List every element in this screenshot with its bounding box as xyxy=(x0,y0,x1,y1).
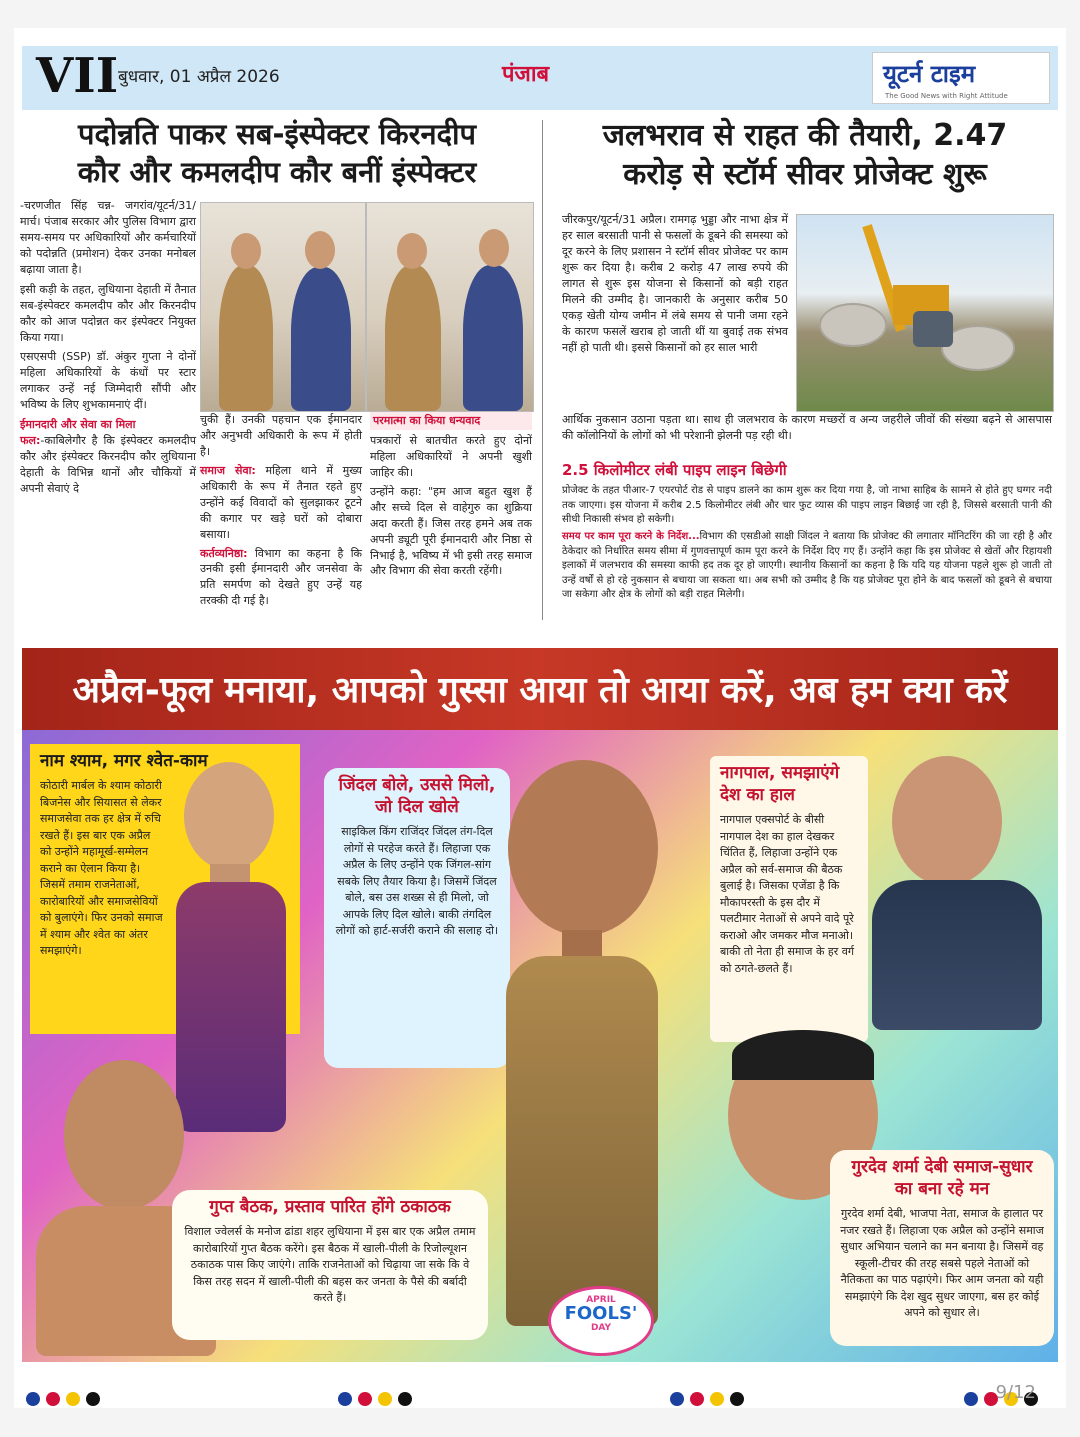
column-divider xyxy=(542,120,543,620)
caricature-neck xyxy=(210,864,250,884)
yellow-dot xyxy=(378,1392,392,1406)
story1-col3-subhead: परमात्मा का किया धन्यवाद xyxy=(370,412,532,430)
card-title: जिंदल बोले, उससे मिलो, जो दिल खोले xyxy=(338,775,496,818)
card-body: विशाल ज्वेलर्स के मनोज ढांडा शहर लुधियाना में इस बार एक अप्रैल तमाम कारोबारियों गुप्त बैठक करेंगे। इस बैठक में खाली-पीली के रिजोल्यूशन ठकाठक पास किए जाएंगे। ताकि राजनेताओं को चिढ़ाया जा सके कि वे किस तरह सदन में खाली-पीली की बहस कर जनता के पैसे की बर्बादी करते हैं। xyxy=(184,1225,476,1305)
badge-line1: APRIL xyxy=(586,1295,616,1305)
story2-subhead1: 2.5 किलोमीटर लंबी पाइप लाइन बिछेगी xyxy=(562,461,787,479)
story2-headline xyxy=(550,116,1060,194)
story1-col1-lead: फल: xyxy=(20,434,41,448)
blue-dot xyxy=(338,1392,352,1406)
story1-col1-p3: एसएसपी (SSP) डॉ. अंकुर गुप्ता ने दोनों महिला अधिकारियों के कंधों पर स्टार लगाकर उन्हें नई जिम्मेदारी सौंपी और भविष्य के लिए शुभकामनाएं दीं। xyxy=(20,350,196,412)
logo xyxy=(872,52,1050,104)
caricature-head xyxy=(892,756,1002,886)
card-body: साइकिल किंग राजिंदर जिंदल तंग-दिल लोगों से परहेज करते हैं। लिहाजा एक अप्रैल के लिए उन्होंने एक जिंगल-सांग सबके लिए तैयार किया है। जिसमें जिंदल बोले, बस उस शख्स से ही मिलो, जो आपके लिए दिल खोले। बाकी तंगदिल लोगों को हार्ट-सर्जरी कराने की सलाह दो। xyxy=(335,825,499,938)
story2-headline-line1: जलभराव से राहत की तैयारी, 2.47 xyxy=(602,118,1008,153)
story1-col2-p1: चुकी हैं। उनकी पहचान एक ईमानदार और अनुभवी अधिकारी के रूप में होती है। xyxy=(200,413,362,458)
ssp-head xyxy=(305,231,335,269)
story1-col2-subhead1: समाज सेवा: xyxy=(200,463,256,477)
caricature-rajinder-jindal xyxy=(488,760,688,1360)
story1-col3-p1: पत्रकारों से बातचीत करते हुए दोनों महिला अधिकारियों ने अपनी खुशी जाहिर की। xyxy=(370,433,532,479)
ssp-head xyxy=(479,229,509,267)
story2-p3-block xyxy=(562,530,1052,603)
yellow-dot xyxy=(66,1392,80,1406)
caricature-bc-nagpal xyxy=(862,750,1052,1050)
story1-col1-p2: इसी कड़ी के तहत, लुधियाना देहाती में तैनात सब-इंस्पेक्टर कमलदीप कौर और किरनदीप कौर को आज पदोन्नत कर इंस्पेक्टर नियुक्त किया गया। xyxy=(20,282,196,344)
story1-col2 xyxy=(200,412,362,609)
caricature-shawl xyxy=(506,956,658,1326)
footer-dots-center-right xyxy=(670,1392,744,1406)
story2-p1: जीरकपुर/यूटर्न/31 अप्रैल। रामगढ़ भुड्डा और नाभा क्षेत्र में हर साल बरसाती पानी से फसलों के डूबने की समस्या को दूर करने के लिए प्रशासन ने स्टॉर्म सीवर प्रोजेक्ट पर काम शुरू कर दिया है। करीब 2 करोड़ 47 लाख रुपये की लागत से शुरू इस योजना से किसानों को बड़ी राहत मिलने की उम्मीद है। जानकारी के अनुसार करीब 50 एकड़ खेती योग्य जमीन में लंबे समय से पानी जमा रहने के कारण फसलें खराब हो जाती थीं या बुवाई तक संभव नहीं हो पाती थी। इससे किसानों को हर साल भारी xyxy=(562,213,788,354)
newspaper-page xyxy=(14,28,1066,1408)
section-name: पंजाब xyxy=(502,62,550,87)
promotion-photo-1 xyxy=(200,202,366,412)
card-body: नागपाल एक्सपोर्ट के बीसी नागपाल देश का हाल देखकर चिंतित हैं, लिहाजा उन्होंने एक अप्रैल को सर्व-समाज की बैठक बुलाई है। जिसका एजेंडा है कि मौकापरस्ती के इस दौर में पलटीमार नेताओं से अपने वादे पूरे कराओ और जमकर मौज मनाओ। बाकी तो नेता ही समाज के हर वर्ग को ठगते-छलते हैं। xyxy=(720,813,855,975)
footer-dots-left xyxy=(26,1392,100,1406)
story1-col1 xyxy=(20,198,196,497)
card-body: गुरदेव शर्मा देबी, भाजपा नेता, समाज के हालात पर नजर रखते हैं। लिहाजा एक अप्रैल को उन्होंने समाज सुधार अभियान चलाने का मन बनाया है। जिसमें वह स्कूली-टीचर की तरह सबसे पहले नेताओं को नैतिकता का पाठ पढ़ाएंगे। फिर आम जनता को यही समझाएंगे कि देश खुद सुधर जाएगा, बस हर कोई अपने को सुधार ले। xyxy=(840,1207,1044,1320)
officer-figure xyxy=(219,265,273,411)
masthead xyxy=(22,46,1058,110)
card-rajinder-jindal xyxy=(324,768,510,1068)
story1-col2-p2: महिला थाने में मुख्य अधिकारी के रूप में तैनात रहते हुए उन्होंने कई विवादों को सुलझाकर टूटने की कगार पर खड़े घरों को दोबारा बसाया। xyxy=(200,463,363,541)
story1-col3-p2: उन्होंने कहा: "हम आज बहुत खुश हैं और सच्चे दिल से वाहेगुरु का शुक्रिया अदा करती हैं। जिस तरह हमने अब तक अपनी ड्यूटी पूरी ईमानदारी और निष्ठा से निभाई है, भविष्य में भी इसी तरह समाज और विभाग की सेवा करती रहेंगी। xyxy=(370,484,532,578)
officer-head xyxy=(397,233,427,269)
blue-dot xyxy=(964,1392,978,1406)
story2-p3: विभाग की एसडीओ साक्षी जिंदल ने बताया कि प्रोजेक्ट की लगातार मॉनिटरिंग की जा रही है और ठेकेदार को निर्धारित समय सीमा में गुणवत्तापूर्ण काम पूरा करने के निर्देश दिए गए हैं। उन्होंने कहा कि इस प्रोजेक्ट से खेतों और रिहायशी इलाकों में जलभराव की समस्या काफी हद तक दूर हो जाएगी। स्थानीय किसानों का कहना है कि यदि यह योजना पहले शुरू हो जाती तो उन्हें वर्षों से हो रहे नुकसान से बचाया जा सकता था। अब सभी को उम्मीद है कि यह प्रोजेक्ट पूरा होने के बाद फसलों को डूबने से बचाया जा सकेगा और क्षेत्र के लोगों को बड़ी राहत मिलेगी। xyxy=(562,531,1052,600)
red-dot xyxy=(358,1392,372,1406)
april-fool-feature xyxy=(22,730,1058,1362)
black-dot xyxy=(398,1392,412,1406)
page-number: VII xyxy=(36,48,119,104)
card-title: गुप्त बैठक, प्रस्ताव पारित होंगे ठकाठक xyxy=(209,1197,451,1217)
story1-headline xyxy=(18,116,536,191)
officer-figure xyxy=(385,265,441,411)
sewer-project-photo xyxy=(796,214,1054,412)
card-title: नागपाल, समझाएंगे देश का हाल xyxy=(720,763,840,806)
black-dot xyxy=(86,1392,100,1406)
feature-banner xyxy=(22,648,1058,730)
blue-dot xyxy=(670,1392,684,1406)
story1-col2-p3: विभाग का कहना है कि उनकी इसी ईमानदारी और जनसेवा के प्रति समर्पण को देखते हुए उन्हें यह तरक्की दी गई है। xyxy=(200,546,362,608)
page-folio: 9/12 xyxy=(995,1382,1036,1403)
ssp-figure xyxy=(463,265,523,411)
feature-banner-title: अप्रैल-फूल मनाया, आपको गुस्सा आया तो आया करें, अब हम क्या करें xyxy=(72,670,1008,711)
caricature-head xyxy=(508,760,658,936)
story1-col3 xyxy=(370,412,532,579)
footer-dots-center-left xyxy=(338,1392,412,1406)
logo-text: यूटर्न टाइम xyxy=(883,60,976,88)
story1-col1-subhead: ईमानदारी और सेवा का मिला xyxy=(20,418,136,432)
caricature-head xyxy=(184,762,274,870)
ssp-figure xyxy=(291,267,351,411)
story2-p2: प्रोजेक्ट के तहत पीआर-7 एयरपोर्ट रोड से पाइप डालने का काम शुरू कर दिया गया है, जो नाभा साहिब के सामने से होते हुए घग्गर नदी तक जाएगा। इस योजना में करीब 2.5 किलोमीटर लंबी और चार फुट व्यास की पाइप लाइन बिछाई जा रही है, जिससे बरसाती पानी की सीधी निकासी संभव हो सकेगी। xyxy=(562,485,1052,525)
blue-dot xyxy=(26,1392,40,1406)
issue-date: बुधवार, 01 अप्रैल 2026 xyxy=(118,67,280,87)
card-bc-nagpal xyxy=(710,756,868,1042)
caricature-vest xyxy=(872,880,1042,1030)
black-dot xyxy=(730,1392,744,1406)
badge-line2: FOOLS' xyxy=(564,1303,638,1324)
logo-tagline: The Good News with Right Attitude xyxy=(885,92,1008,100)
april-fools-badge xyxy=(548,1286,654,1356)
officer-head xyxy=(231,233,261,269)
caricature-hair xyxy=(732,1030,874,1080)
story2-p1-cont: आर्थिक नुकसान उठाना पड़ता था। साथ ही जलभराव के कारण मच्छरों व अन्य जहरीले जीवों की संख्या बढ़ने से आसपास की कॉलोनियों के लोगों को भी परेशानी झेलनी पड़ रही थी। xyxy=(562,413,1052,442)
red-dot xyxy=(46,1392,60,1406)
red-dot xyxy=(690,1392,704,1406)
story2-subhead2: समय पर काम पूरा करने के निर्देश... xyxy=(562,531,700,542)
story1-headline-line2: कौर और कमलदीप कौर बनीं इंस्पेक्टर xyxy=(77,154,477,189)
story2-headline-line2: करोड़ से स्टॉर्म सीवर प्रोजेक्ट शुरू xyxy=(623,157,987,192)
card-gurdev-sharma xyxy=(830,1150,1054,1346)
badge-line3: DAY xyxy=(590,1323,612,1333)
story1-col1-p4: -काबिलेगौर है कि इंस्पेक्टर कमलदीप कौर और इंस्पेक्टर किरनदीप कौर लुधियाना देहाती के विभिन्न थानों और चौकियों में अपनी सेवाएं दे xyxy=(20,434,196,495)
card-manoj-dhanda xyxy=(172,1190,488,1340)
concrete-pipe xyxy=(819,303,887,347)
caricature-head xyxy=(64,1060,184,1210)
card-title: गुरदेव शर्मा देबी समाज-सुधार का बना रहे मन xyxy=(851,1157,1033,1200)
story1-headline-line1: पदोन्नति पाकर सब-इंस्पेक्टर किरनदीप xyxy=(78,117,476,151)
story1-col1-p1: -चरणजीत सिंह चन्न- जगरांव/यूटर्न/31/मार्च। पंजाब सरकार और पुलिस विभाग द्वारा समय-समय पर अधिकारियों और कर्मचारियों को पदोन्नति (प्रमोशन) देकर उनका मनोबल बढ़ाया जाता है। xyxy=(20,199,196,276)
yellow-dot xyxy=(710,1392,724,1406)
card-body: कोठारी मार्बल के श्याम कोठारी बिजनेस और सियासत से लेकर समाजसेवा तक हर क्षेत्र में रुचि रखते हैं। इस बार एक अप्रैल को उन्होंने महामूर्ख-सम्मेलन कराने का ऐलान किया है। जिसमें तमाम राजनेताओं, कारोबारियों और समाजसेवियों को बुलाएंगे। फिर उनको समाज में श्याम और श्वेत का अंतर समझाएंगे। xyxy=(40,779,163,958)
story1-col2-subhead2: कर्तव्यनिष्ठा: xyxy=(200,546,248,560)
promotion-photo-2 xyxy=(366,202,534,412)
workers xyxy=(913,311,953,347)
card-title: नाम श्याम, मगर श्वेत-काम xyxy=(40,751,208,771)
